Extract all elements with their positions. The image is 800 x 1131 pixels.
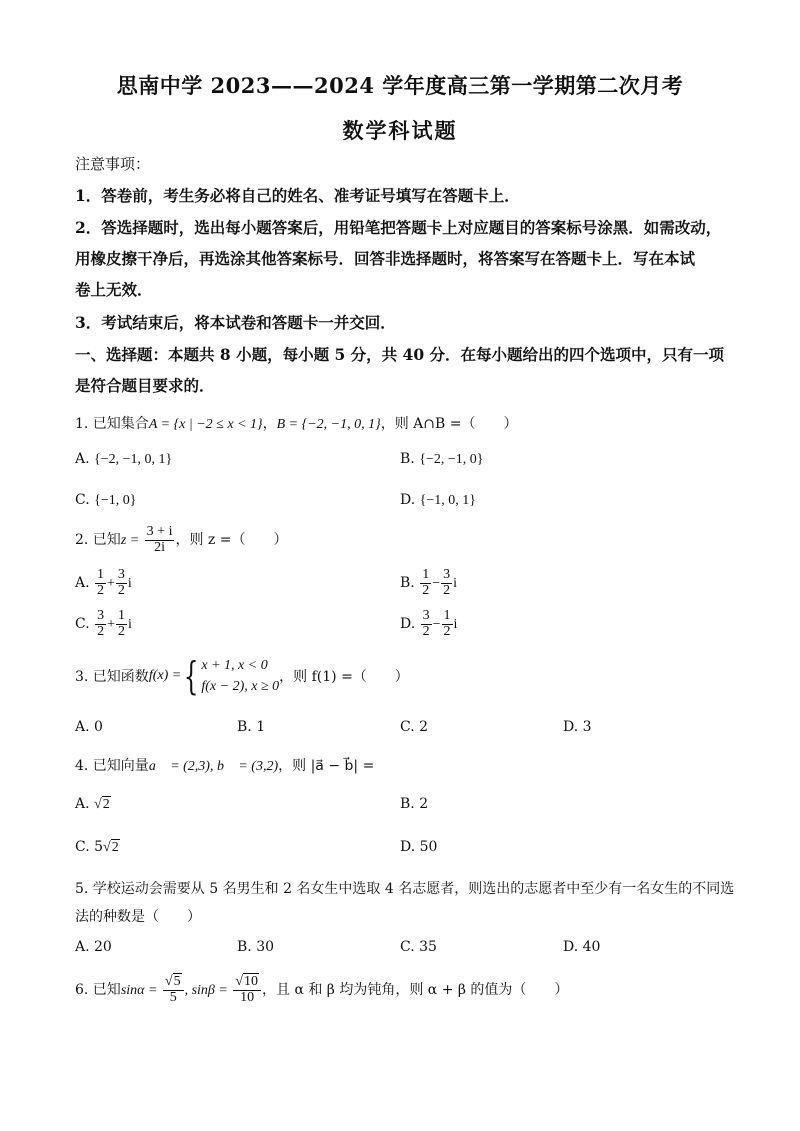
note-item-2-line-2: 用橡皮擦干净后，再选涂其他答案标号．回答非选择题时，将答案写在答题卡上．写在本试: [75, 249, 696, 268]
set-b: B = {−2, −1, 0, 1}: [276, 417, 381, 432]
q2-option-c: C. $\frac{3}{2}$ + $\frac{1}{2}$ i: [75, 608, 132, 639]
note-item-1: 1．答卷前，考生务必将自己的姓名、准考证号填写在答题卡上．: [75, 186, 520, 205]
subject-title: 数学科试题: [342, 118, 458, 143]
question-5-line-1: 5. 学校运动会需要从 5 名男生和 2 名女生中选取 4 名志愿者，则选出的志愿者中至少有一名女生的不同选: [75, 881, 735, 897]
section-1-heading: 一、选择题：本题共 8 小题，每小题 5 分，共 40 分．在每小题给出的四个选项中，只有一项: [75, 345, 725, 364]
question-1-suffix: ，则 A∩B =（ ）: [380, 416, 518, 432]
question-3: 3. 已知函数 f(x) = { x + 1, x < 0 f(x − 2), x ≥ 0 ，则 f(1) =（ ）: [75, 654, 409, 698]
question-1: 1. 已知集合A = {x | −2 ≤ x < 1}，B = {−2, −1, 0, 1}，则 A∩B =（ ）: [75, 416, 518, 432]
question-5-line-2: 法的种数是（ ）: [75, 909, 201, 925]
q3-option-c: C. 2: [400, 719, 429, 735]
q4-option-b: B. 2: [400, 796, 429, 812]
q2-option-d: D. $\frac{3}{2}$ − $\frac{1}{2}$ i: [400, 608, 458, 639]
q5-option-a: A. 20: [75, 939, 112, 955]
left-brace: {: [184, 654, 199, 698]
note-item-2-line-3: 卷上无效．: [75, 280, 153, 299]
q1-option-a: A. {−2, −1, 0, 1}: [75, 451, 173, 467]
set-a: A = {x | −2 ≤ x < 1}: [148, 417, 263, 432]
question-6: 6. 已知sinα = $\frac{√5}{5}$ , sinβ = $\frac{√10}{10}$ ，且 α 和 β 均为钝角，则 α + β 的值为（ ）: [75, 974, 569, 1005]
exam-title: 思南中学 2023——2024 学年度高三第一学期第二次月考: [116, 73, 684, 98]
q4-option-d: D. 50: [400, 839, 438, 855]
piecewise-cases: x + 1, x < 0 f(x − 2), x ≥ 0: [201, 658, 280, 694]
q4-option-c: C. 5√2: [75, 839, 119, 855]
q1-option-c: C. {−1, 0}: [75, 492, 137, 508]
q1-option-d: D. {−1, 0, 1}: [400, 492, 476, 508]
q2-option-a: A. $\frac{1}{2}$ + $\frac{3}{2}$ i: [75, 567, 132, 598]
q2-fraction: $\frac{3 + i}{2i}$: [146, 524, 173, 555]
q3-option-a: A. 0: [75, 719, 103, 735]
q5-option-d: D. 40: [563, 939, 601, 955]
notes-heading: 注意事项：: [75, 155, 151, 173]
question-1-prefix: 1. 已知集合: [75, 416, 149, 432]
q3-option-b: B. 1: [237, 719, 266, 735]
q1-option-b: B. {−2, −1, 0}: [400, 451, 484, 467]
q4-option-a: A. √2: [75, 796, 110, 812]
note-item-3: 3．考试结束后，将本试卷和答题卡一并交回．: [75, 313, 396, 332]
q3-option-d: D. 3: [563, 719, 592, 735]
q2-option-b: B. $\frac{1}{2}$ − $\frac{3}{2}$ i: [400, 567, 457, 598]
section-1-heading-cont: 是符合题目要求的．: [75, 376, 215, 395]
q5-option-c: C. 35: [400, 939, 437, 955]
question-4: 4. 已知向量a⃗ = (2,3), b⃗ = (3,2)，则 |a⃗ − b⃗| =: [75, 758, 375, 774]
question-2: 2. 已知z = $\frac{3 + i}{2i}$ ，则 z =（ ）: [75, 524, 288, 555]
note-item-2-line-1: 2．答选择题时，选出每小题答案后，用铅笔把答题卡上对应题目的答案标号涂黑．如需改动，: [75, 218, 722, 237]
q5-option-b: B. 30: [237, 939, 275, 955]
